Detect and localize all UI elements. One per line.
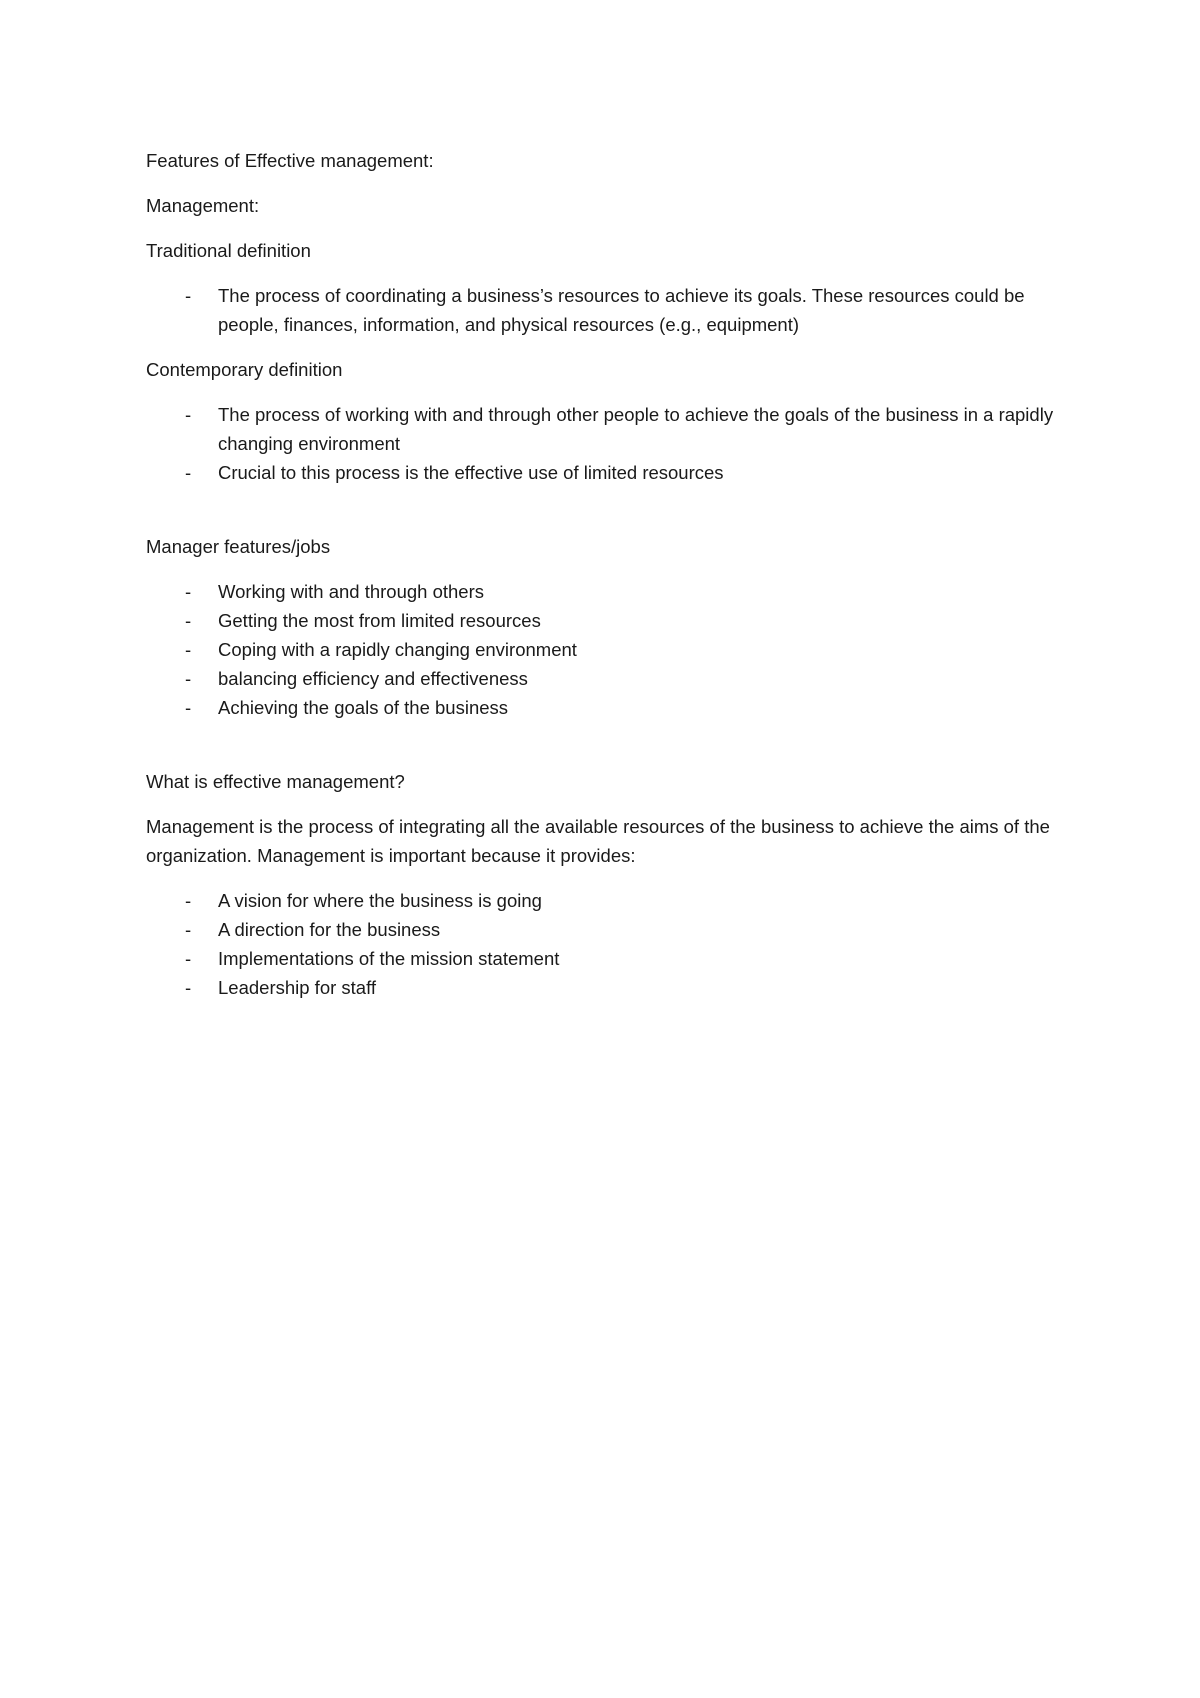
list-item bbox=[146, 693, 1066, 722]
dash-bullet: - bbox=[185, 668, 192, 689]
list-item bbox=[146, 973, 1066, 1002]
list-item bbox=[146, 606, 1066, 635]
traditional-definition-heading: Traditional definition bbox=[146, 240, 311, 261]
list-item-text: Working with and through others bbox=[218, 581, 485, 602]
effective-management-paragraph: Management is the process of integrating all the available resources of the business to achieve the aims of the organization. Management is important because it provides: bbox=[146, 816, 1050, 866]
document-body bbox=[146, 146, 1066, 1018]
dash-bullet: - bbox=[185, 948, 192, 969]
list-item bbox=[146, 664, 1066, 693]
contemporary-definition-heading: Contemporary definition bbox=[146, 359, 343, 380]
list-item-text: The process of coordinating a business’s resources to achieve its goals. These resources could be people, finances, information, and physical resources (e.g., equipment) bbox=[218, 285, 1025, 335]
list-item-text: Implementations of the mission statement bbox=[218, 948, 560, 969]
section-spacer bbox=[146, 738, 1066, 767]
management-heading: Management: bbox=[146, 195, 260, 216]
traditional-definition-list bbox=[146, 281, 1066, 339]
list-item-text: A vision for where the business is going bbox=[218, 890, 542, 911]
list-item bbox=[146, 577, 1066, 606]
list-item-text: Crucial to this process is the effective use of limited resources bbox=[218, 462, 724, 483]
list-item bbox=[146, 915, 1066, 944]
list-item-text: Coping with a rapidly changing environment bbox=[218, 639, 577, 660]
list-item-text: Leadership for staff bbox=[218, 977, 377, 998]
contemporary-definition-list bbox=[146, 400, 1066, 487]
dash-bullet: - bbox=[185, 639, 192, 660]
list-item bbox=[146, 458, 1066, 487]
list-item-text: Achieving the goals of the business bbox=[218, 697, 509, 718]
effective-management-heading: What is effective management? bbox=[146, 771, 405, 792]
list-item bbox=[146, 400, 1066, 458]
effective-management-list bbox=[146, 886, 1066, 1002]
manager-features-heading: Manager features/jobs bbox=[146, 536, 331, 557]
dash-bullet: - bbox=[185, 610, 192, 631]
manager-features-list bbox=[146, 577, 1066, 722]
list-item bbox=[146, 886, 1066, 915]
list-item-text: The process of working with and through other people to achieve the goals of the business in a rapidly changing environment bbox=[218, 404, 1054, 454]
list-item-text: balancing efficiency and effectiveness bbox=[218, 668, 528, 689]
list-item bbox=[146, 635, 1066, 664]
dash-bullet: - bbox=[185, 285, 192, 306]
list-item-text: Getting the most from limited resources bbox=[218, 610, 541, 631]
dash-bullet: - bbox=[185, 977, 192, 998]
dash-bullet: - bbox=[185, 697, 192, 718]
list-item bbox=[146, 944, 1066, 973]
document-title: Features of Effective management: bbox=[146, 150, 434, 171]
dash-bullet: - bbox=[185, 890, 192, 911]
dash-bullet: - bbox=[185, 919, 192, 940]
list-item bbox=[146, 281, 1066, 339]
dash-bullet: - bbox=[185, 404, 192, 425]
list-item-text: A direction for the business bbox=[218, 919, 441, 940]
dash-bullet: - bbox=[185, 581, 192, 602]
dash-bullet: - bbox=[185, 462, 192, 483]
section-spacer bbox=[146, 503, 1066, 532]
